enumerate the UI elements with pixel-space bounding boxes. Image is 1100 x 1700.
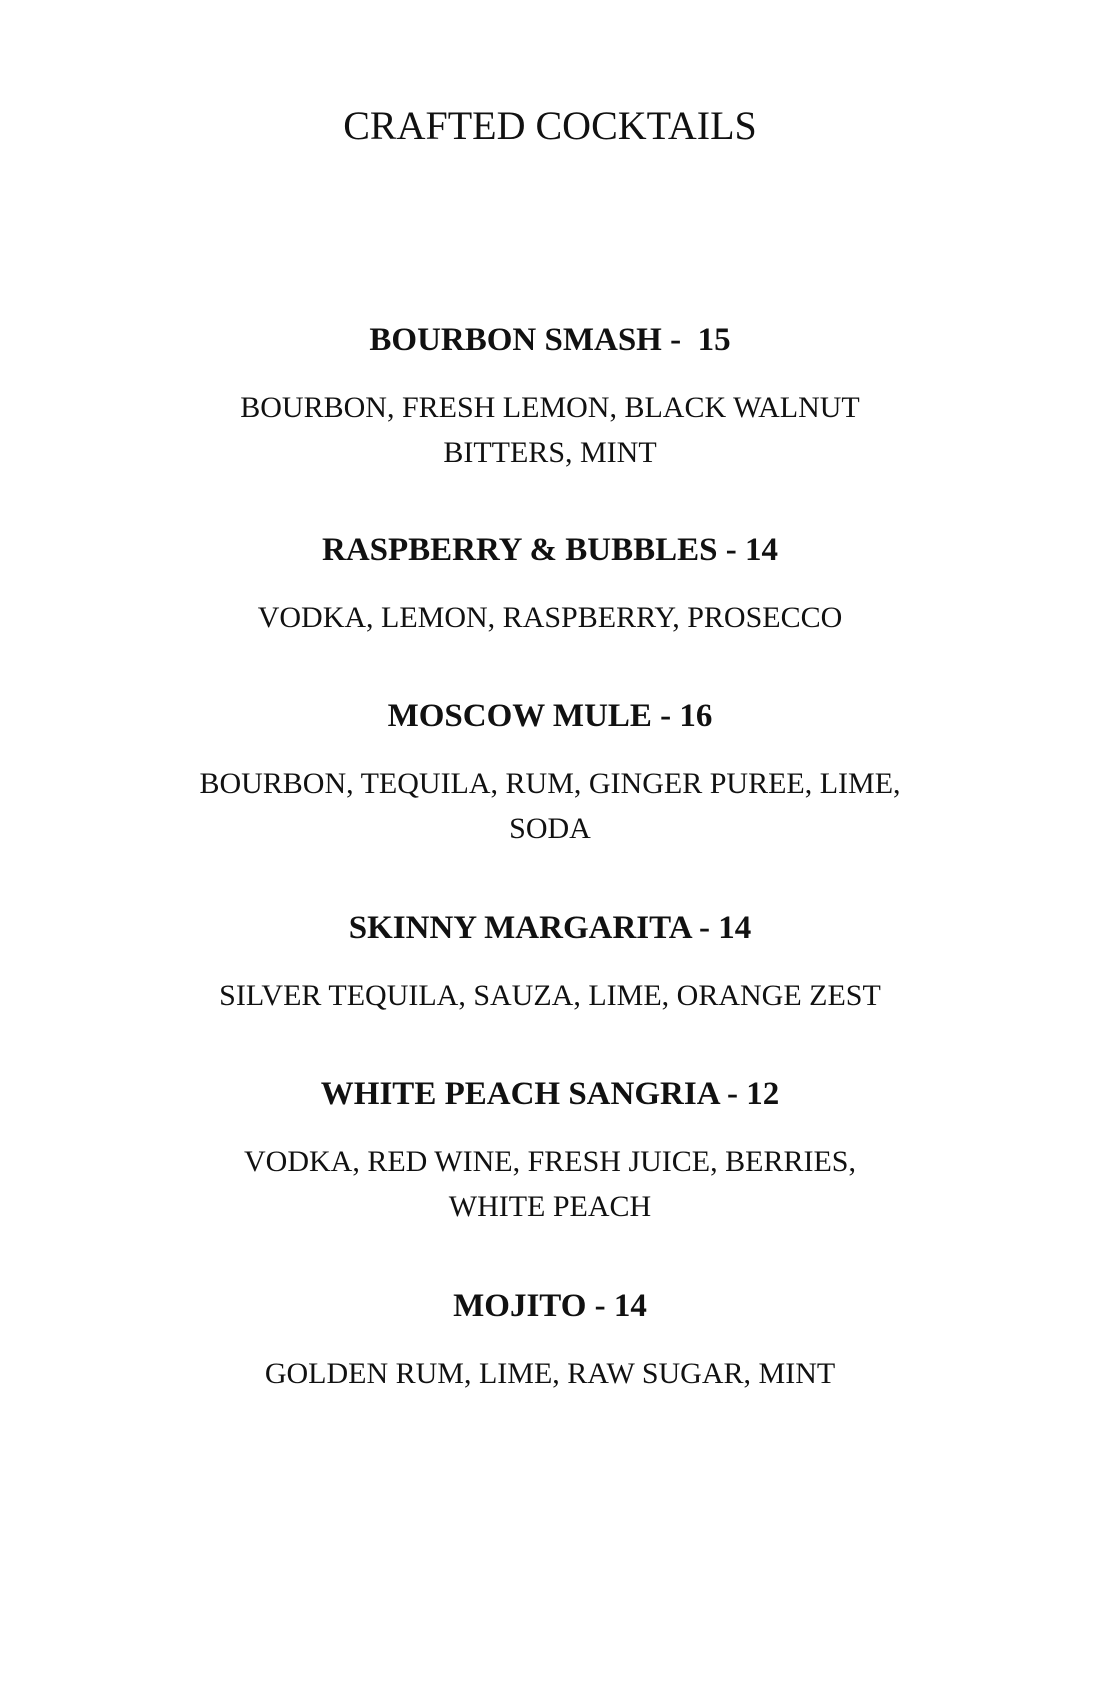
menu-item-moscow-mule [0, 696, 1100, 851]
item-name: RASPBERRY & BUBBLES - 14 [321, 532, 779, 568]
menu-item-raspberry-bubbles [0, 530, 1100, 640]
menu-title: CRAFTED COCKTAILS [343, 103, 757, 148]
description-line: BOURBON, FRESH LEMON, BLACK WALNUT [240, 391, 860, 424]
description-line: BITTERS, MINT [443, 436, 657, 469]
item-description [140, 761, 960, 851]
item-description [140, 595, 960, 640]
menu-item-bourbon-smash [0, 320, 1100, 475]
menu-item-skinny-margarita [0, 908, 1100, 1018]
description-line: GOLDEN RUM, LIME, RAW SUGAR, MINT [264, 1357, 836, 1390]
menu-item-mojito [0, 1286, 1100, 1396]
description-line: VODKA, RED WINE, FRESH JUICE, BERRIES, [244, 1145, 856, 1178]
description-line: BOURBON, TEQUILA, RUM, GINGER PUREE, LIME, [199, 767, 901, 800]
item-name: WHITE PEACH SANGRIA - 12 [320, 1076, 780, 1112]
item-name: MOJITO - 14 [453, 1288, 647, 1324]
description-line: WHITE PEACH [448, 1190, 652, 1223]
menu-item-white-peach-sangria [0, 1074, 1100, 1229]
item-description [140, 385, 960, 475]
description-line: SODA [509, 812, 591, 845]
item-description [140, 1351, 960, 1396]
item-description [140, 973, 960, 1018]
description-line: SILVER TEQUILA, SAUZA, LIME, ORANGE ZEST [219, 979, 881, 1012]
item-name: MOSCOW MULE - 16 [387, 698, 713, 734]
item-name: BOURBON SMASH - 15 [369, 322, 731, 358]
description-line: VODKA, LEMON, RASPBERRY, PROSECCO [257, 601, 843, 634]
item-description [140, 1139, 960, 1229]
item-name: SKINNY MARGARITA - 14 [348, 910, 752, 946]
